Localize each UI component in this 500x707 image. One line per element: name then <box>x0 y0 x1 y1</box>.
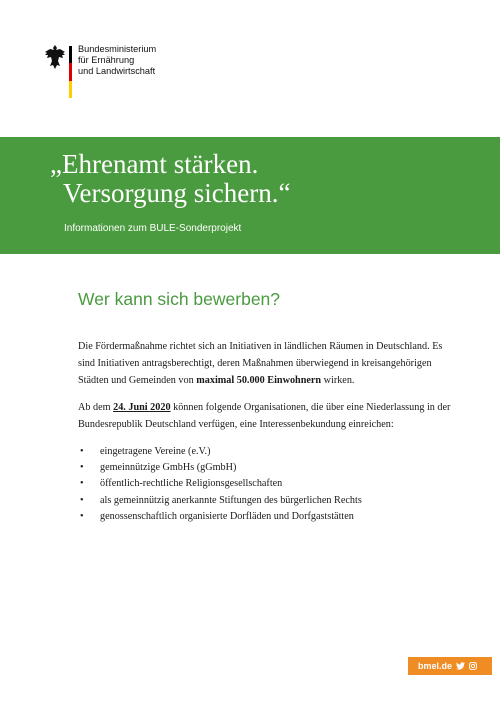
eligibility-paragraph <box>78 338 453 389</box>
ministry-line: und Landwirtschaft <box>78 66 156 76</box>
organisations-paragraph <box>78 399 453 433</box>
paragraph-text: können folgende Organisationen, die über eine Niederlassung in der Bundesrepublik Deutschland verfügen, eine Interessenbekundung einreichen: <box>78 402 451 430</box>
list-item: • eingetragene Vereine (e.V.) <box>78 444 448 460</box>
federal-eagle-icon <box>44 44 66 70</box>
ministry-name <box>78 44 156 77</box>
list-item: • öffentlich-rechtliche Religionsgesellschaften <box>78 476 448 492</box>
bullet-icon: • <box>80 510 84 522</box>
bullet-icon: • <box>80 478 84 490</box>
footer-badge <box>408 657 492 675</box>
hero-title <box>50 150 290 208</box>
population-limit: maximal 50.000 Einwohnern <box>196 375 322 386</box>
ministry-line: Bundesministerium <box>78 44 157 54</box>
list-item: • genossenschaftlich organisierte Dorfläden und Dorfgaststätten <box>78 509 448 525</box>
instagram-icon[interactable] <box>469 662 477 670</box>
twitter-icon[interactable] <box>456 662 465 670</box>
bullet-icon: • <box>80 462 84 474</box>
bullet-icon: • <box>80 446 84 457</box>
list-item: • gemeinnützige GmbHs (gGmbH) <box>78 460 448 476</box>
hero-banner <box>0 137 500 254</box>
ministry-logo <box>44 44 184 104</box>
paragraph-text: Ab dem <box>78 402 114 413</box>
bullet-icon: • <box>80 494 84 506</box>
paragraph-text: Die Fördermaßnahme richtet sich an Initiativen in ländlichen Räumen in Deutschland. Es sind Initiativen antragsberechtigt, deren Maßnahmen überwiegend in kreisangehörigen Städten und Gemeinden von <box>78 341 443 386</box>
start-date: 24. Juni 2020 <box>113 402 171 413</box>
section-heading: Wer kann sich bewerben? <box>78 289 281 309</box>
organisation-list <box>78 444 448 525</box>
list-item: • als gemeinnützig anerkannte Stiftungen des bürgerlichen Rechts <box>78 493 448 509</box>
website-link[interactable]: bmel.de <box>418 661 453 671</box>
hero-title-line: „Ehrenamt stärken. <box>50 149 259 179</box>
paragraph-text: wirken. <box>321 375 355 386</box>
hero-subtitle: Informationen zum BULE-Sonderprojekt <box>64 223 242 234</box>
hero-title-line: Versorgung sichern.“ <box>63 178 291 208</box>
ministry-line: für Ernährung <box>78 55 135 65</box>
german-flag-bar <box>69 46 72 98</box>
